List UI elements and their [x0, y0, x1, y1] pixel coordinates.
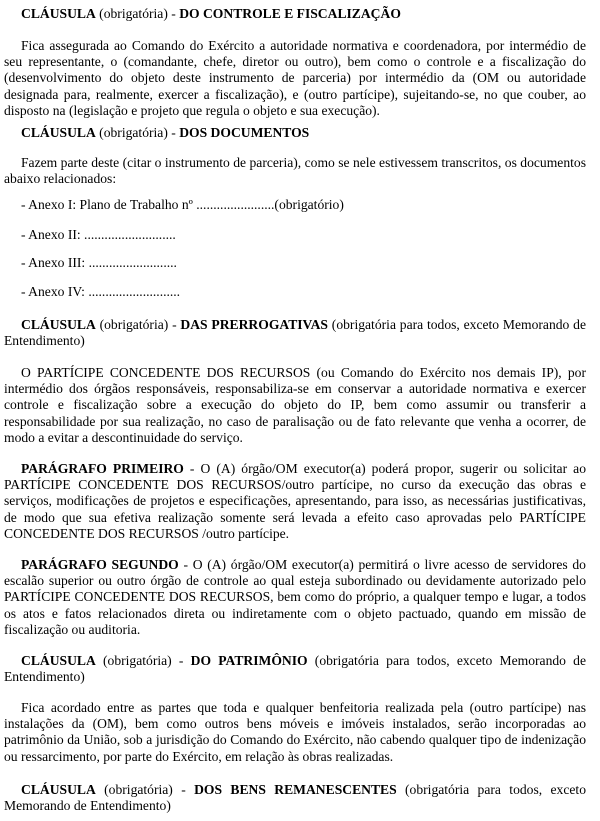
clause-documents-text	[4, 155, 586, 187]
paragraph-first	[4, 461, 586, 542]
clause-note: (obrigatória para todos, exceto Memorando de Entendimento)	[4, 782, 586, 814]
clause-label: CLÁUSULA	[21, 125, 96, 140]
clause-label: CLÁUSULA	[21, 6, 96, 21]
annex-item-2: - Anexo II: ...........................	[21, 227, 176, 242]
paragraph: Fica assegurada ao Comando do Exército a autoridade normativa e coordenadora, por intermédio de seu representante, o (comandante, chefe, diretor ou outro), bem como o controle e a fiscalização do (desenvolvimento do objeto deste instrumento de parceria) por intermédio da (OM ou autoridade designada para, realmente, exercer a fiscalização), e (outro partícipe), sujeitando-se, no que couber, ao disposto na (legislação e projeto que regula o objeto e sua execução).	[4, 38, 586, 118]
clause-title: DO PATRIMÔNIO	[190, 653, 308, 668]
clause-label: CLÁUSULA	[21, 782, 96, 797]
clause-heritage-text	[4, 700, 586, 765]
clause-heritage-heading	[4, 653, 586, 685]
clause-title: DAS PRERROGATIVAS	[180, 317, 328, 332]
paragraph: Fazem parte deste (citar o instrumento de parceria), como se nele estivessem transcritos, os documentos abaixo relacionados:	[4, 155, 586, 187]
clause-tag: (obrigatória) -	[95, 653, 191, 668]
clause-tag: (obrigatória) -	[95, 6, 180, 21]
clause-remaining-heading	[4, 782, 586, 814]
annex-item-4: - Anexo IV: ...........................	[21, 284, 181, 299]
clause-tag: (obrigatória) -	[95, 782, 195, 797]
clause-label: CLÁUSULA	[21, 317, 96, 332]
annex-item-1: - Anexo I: Plano de Trabalho nº .......................(obrigatório)	[21, 197, 344, 212]
paragraph: Fica acordado entre as partes que toda e qualquer benfeitoria realizada pela (outro partícipe) nas instalações da (OM), bem como outros bens móveis e imóveis instalados, serão incorporadas ao patrimônio da União, sob a jurisdição do Comando do Exército, não cabendo qualquer tipo de indenização ou ressarcimento, por parte do Exército, em relação às obras realizadas.	[4, 700, 586, 764]
paragraph-body: - O (A) órgão/OM executor(a) poderá propor, sugerir ou solicitar ao PARTÍCIPE CONCEDENTE DOS RECURSOS/outro partícipe, no curso da execução das obras e serviços, modificações de projetos e especificações, apresentando, para isso, as necessárias justificativas, de modo que sua efetiva realização somente será levada a efeito caso aprovadas pelo PARTÍCIPE CONCEDENTE DOS RECURSOS /outro partícipe.	[4, 461, 586, 541]
annex-item-3: - Anexo III: ..........................	[21, 255, 177, 270]
clause-title: DOS DOCUMENTOS	[179, 125, 310, 140]
clause-label: CLÁUSULA	[21, 653, 96, 668]
clause-note: (obrigatória para todos, exceto Memorando de Entendimento)	[4, 653, 586, 685]
clause-title: DO CONTROLE E FISCALIZAÇÃO	[179, 6, 401, 21]
clause-title: DOS BENS REMANESCENTES	[194, 782, 397, 797]
clause-prerogatives-text	[4, 365, 586, 446]
paragraph-second	[4, 557, 586, 638]
paragraph-label: PARÁGRAFO SEGUNDO	[21, 557, 179, 572]
clause-tag: (obrigatória) -	[95, 317, 181, 332]
paragraph-label: PARÁGRAFO PRIMEIRO	[21, 461, 184, 476]
paragraph-body: - O (A) órgão/OM executor(a) permitirá o livre acesso de servidores do escalão superior ou outro órgão de controle ao qual esteja subordinado ou devidamente autorizado pelo PARTÍCIPE CONCEDENTE DOS RECURSOS, bem como do próprio, a qualquer tempo e lugar, a todos os atos e fatos relacionados direta ou indiretamente com o objeto pactuado, quando em missão de fiscalização ou auditoria.	[4, 557, 586, 637]
paragraph: O PARTÍCIPE CONCEDENTE DOS RECURSOS (ou Comando do Exército nos demais IP), por intermédio dos órgãos responsáveis, responsabiliza-se em conservar a autoridade normativa e exercer controle e fiscalização sobre a execução do objeto do IP, bem como assumir ou transferir a responsabilidade por sua realização, no caso de paralisação ou de fato relevante que venha a ocorrer, de modo a evitar a descontinuidade do serviço.	[4, 365, 586, 445]
clause-tag: (obrigatória) -	[95, 125, 180, 140]
clause-control-heading	[4, 6, 586, 22]
clause-documents-heading	[4, 125, 586, 141]
clause-control-text	[4, 38, 586, 119]
clause-note: (obrigatória para todos, exceto Memorando de Entendimento)	[4, 317, 586, 349]
clause-prerogatives-heading	[4, 317, 586, 349]
